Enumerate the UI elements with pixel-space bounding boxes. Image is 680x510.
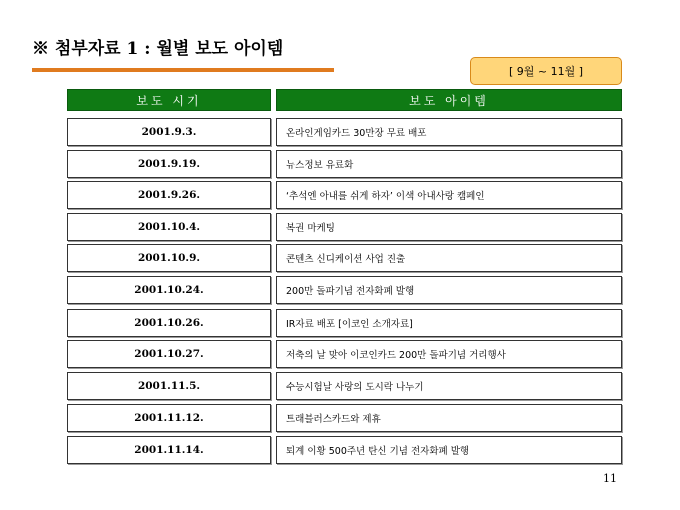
table-row bbox=[0, 276, 680, 304]
row-date: 2001.9.19. bbox=[67, 150, 271, 178]
row-date: 2001.10.4. bbox=[67, 213, 271, 241]
row-item: 퇴계 이황 500주년 탄신 기념 전자화폐 발행 bbox=[276, 436, 622, 464]
row-date: 2001.11.12. bbox=[67, 404, 271, 432]
row-date: 2001.9.26. bbox=[67, 181, 271, 209]
table-row bbox=[0, 340, 680, 368]
page-number: 11 bbox=[603, 472, 617, 485]
page-title: ※ 첨부자료 1 : 월별 보도 아이템 bbox=[32, 39, 284, 59]
column-header-date: 보도 시기 bbox=[67, 89, 271, 111]
period-badge: [ 9월 ~ 11월 ] bbox=[470, 57, 622, 85]
row-item: 복권 마케팅 bbox=[276, 213, 622, 241]
table-row bbox=[0, 213, 680, 241]
row-date: 2001.10.9. bbox=[67, 244, 271, 272]
row-item: IR자료 배포 [이코인 소개자료] bbox=[276, 309, 622, 337]
row-item: 수능시험날 사랑의 도시락 나누기 bbox=[276, 372, 622, 400]
row-date: 2001.10.24. bbox=[67, 276, 271, 304]
table-row bbox=[0, 372, 680, 400]
row-item: 트래블러스카드와 제휴 bbox=[276, 404, 622, 432]
title-underline bbox=[32, 68, 334, 72]
table-row bbox=[0, 244, 680, 272]
table-row bbox=[0, 404, 680, 432]
row-date: 2001.10.27. bbox=[67, 340, 271, 368]
row-date: 2001.9.3. bbox=[67, 118, 271, 146]
column-header-item: 보도 아이템 bbox=[276, 89, 622, 111]
row-item: 200만 돌파기념 전자화폐 발행 bbox=[276, 276, 622, 304]
table-row bbox=[0, 150, 680, 178]
row-item: 콘텐츠 신디케이션 사업 진출 bbox=[276, 244, 622, 272]
table-row bbox=[0, 118, 680, 146]
table-row bbox=[0, 436, 680, 464]
row-item: 뉴스정보 유료화 bbox=[276, 150, 622, 178]
table-row bbox=[0, 309, 680, 337]
row-date: 2001.10.26. bbox=[67, 309, 271, 337]
row-date: 2001.11.5. bbox=[67, 372, 271, 400]
row-item: 온라인게임카드 30만장 무료 배포 bbox=[276, 118, 622, 146]
row-item: ‘추석엔 아내를 쉬게 하자’ 이색 아내사랑 캠페인 bbox=[276, 181, 622, 209]
table-row bbox=[0, 181, 680, 209]
row-item: 저축의 날 맞아 이코인카드 200만 돌파기념 거리행사 bbox=[276, 340, 622, 368]
row-date: 2001.11.14. bbox=[67, 436, 271, 464]
